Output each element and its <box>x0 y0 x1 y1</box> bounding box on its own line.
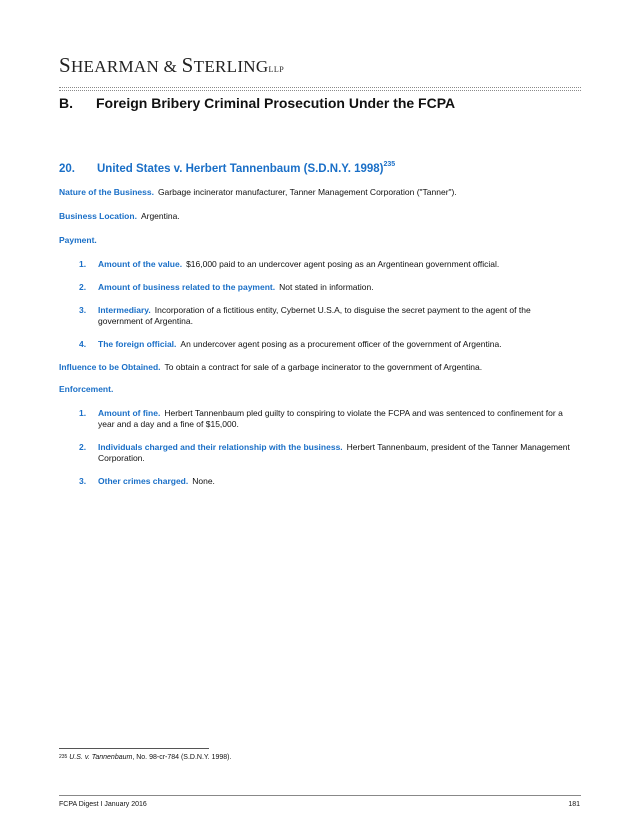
item-number: 2. <box>79 442 87 452</box>
item-label: Amount of business related to the payment. <box>98 282 276 292</box>
item-number: 3. <box>79 305 87 315</box>
case-number: 20. <box>59 163 75 175</box>
item-label: Amount of fine. <box>98 408 161 418</box>
footnote-case-name: U.S. v. Tannenbaum <box>69 754 133 761</box>
item-text: Herbert Tannenbaum, president of the Tanner Management Corporation. <box>98 442 570 463</box>
logo-ampersand: & <box>159 57 182 76</box>
item-text: $16,000 paid to an undercover agent posing as an Argentinean government official. <box>186 259 500 269</box>
case-title: United States v. Herbert Tannenbaum (S.D.N.Y. 1998) <box>97 163 384 175</box>
footnote-reference[interactable]: 235 <box>383 161 396 168</box>
payment-heading <box>59 235 101 246</box>
field-label: Payment. <box>59 235 97 245</box>
field-value: Garbage incinerator manufacturer, Tanner Management Corporation ("Tanner"). <box>157 187 457 197</box>
section-letter: B. <box>59 95 73 111</box>
firm-logo <box>59 53 284 78</box>
item-text: Herbert Tannenbaum pled guilty to conspiring to violate the FCPA and was sentenced to confinement for a year and a day and a fine of $15,000. <box>98 408 563 429</box>
logo-letter: S <box>59 53 71 77</box>
field-label: Enforcement. <box>59 384 114 394</box>
item-label: Other crimes charged. <box>98 476 189 486</box>
logo-text: TERLING <box>193 57 269 76</box>
item-text: None. <box>192 476 215 486</box>
item-text: An undercover agent posing as a procurement officer of the government of Argentina. <box>180 339 502 349</box>
item-label: Amount of the value. <box>98 259 183 269</box>
item-text: Not stated in information. <box>279 282 374 292</box>
section-heading <box>59 95 455 111</box>
header-rule <box>59 90 581 91</box>
footnote-number: 235 <box>59 754 68 760</box>
nature-of-business <box>59 187 457 198</box>
page-number: 181 <box>568 801 580 808</box>
logo-text: HEARMAN <box>70 57 160 76</box>
item-text: Incorporation of a fictitious entity, Cybernet U.S.A, to disguise the secret payment to the agent of the government of Argentina. <box>98 305 531 326</box>
item-number: 2. <box>79 282 87 292</box>
field-label: Business Location. <box>59 211 137 221</box>
item-number: 1. <box>79 259 87 269</box>
logo-llp: LLP <box>268 65 285 74</box>
case-heading <box>59 163 395 175</box>
business-location <box>59 211 180 222</box>
field-value: To obtain a contract for sale of a garbage incinerator to the government of Argentina. <box>164 362 483 372</box>
item-number: 1. <box>79 408 87 418</box>
item-label: The foreign official. <box>98 339 177 349</box>
influence-to-be-obtained <box>59 362 482 373</box>
header-rule <box>59 87 581 88</box>
item-number: 3. <box>79 476 87 486</box>
footnote-rule <box>59 748 209 749</box>
item-label: Intermediary. <box>98 305 151 315</box>
footnote <box>59 754 231 761</box>
section-title: Foreign Bribery Criminal Prosecution Under the FCPA <box>96 95 456 111</box>
item-label: Individuals charged and their relationship with the business. <box>98 442 343 452</box>
logo-letter: S <box>181 53 194 77</box>
footer-publication: FCPA Digest I January 2016 <box>59 801 147 808</box>
field-label: Influence to be Obtained. <box>59 362 161 372</box>
footer-rule <box>59 795 581 796</box>
field-value: Argentina. <box>140 211 180 221</box>
enforcement-heading <box>59 384 117 395</box>
footnote-text: , No. 98-cr-784 (S.D.N.Y. 1998). <box>132 754 232 761</box>
field-label: Nature of the Business. <box>59 187 154 197</box>
item-number: 4. <box>79 339 87 349</box>
